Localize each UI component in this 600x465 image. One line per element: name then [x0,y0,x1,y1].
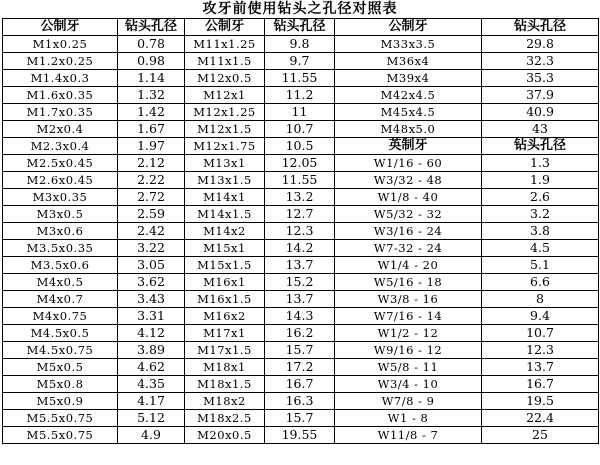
table-row [3,257,599,274]
cell-drill-diameter: 4.17 [118,393,185,410]
cell-thread-size: M12x1 [185,87,265,104]
cell-drill-diameter: 10.7 [265,121,335,138]
cell-thread-size: W11/8 - 7 [335,427,482,444]
cell-drill-diameter: 5.12 [118,410,185,427]
cell-drill-diameter: 13.7 [265,291,335,308]
cell-drill-diameter: 1.97 [118,138,185,155]
table-row [3,36,599,53]
drill-size-table [2,18,599,444]
cell-thread-size: M12x0.5 [185,70,265,87]
table-row [3,155,599,172]
cell-thread-size: M20x0.5 [185,427,265,444]
table-row [3,70,599,87]
cell-thread-size: M45x4.5 [335,104,482,121]
table-row [3,172,599,189]
cell-thread-size: M12x1.75 [185,138,265,155]
cell-thread-size: M36x4 [335,53,482,70]
table-row [3,87,599,104]
cell-thread-size: M4.5x0.75 [3,342,118,359]
cell-drill-diameter: 11 [265,104,335,121]
cell-thread-size: M13x1.5 [185,172,265,189]
cell-thread-size: M17x1.5 [185,342,265,359]
cell-thread-size: M5x0.8 [3,376,118,393]
cell-thread-size: W7-32 - 24 [335,240,482,257]
cell-thread-size: M12x1.5 [185,121,265,138]
table-row [3,376,599,393]
cell-drill-diameter: 3.05 [118,257,185,274]
cell-drill-diameter: 0.78 [118,36,185,53]
table-row [3,410,599,427]
header-metric-2: 公制牙 [185,19,265,36]
cell-drill-diameter: 8 [482,291,599,308]
table-row [3,138,599,155]
cell-drill-diameter: 4.62 [118,359,185,376]
cell-drill-diameter: 1.9 [482,172,599,189]
cell-drill-diameter: 12.3 [482,342,599,359]
cell-thread-size: M14x1 [185,189,265,206]
cell-drill-diameter: 2.22 [118,172,185,189]
table-body [3,19,599,444]
cell-thread-size: M18x1.5 [185,376,265,393]
cell-drill-diameter: 3.89 [118,342,185,359]
cell-thread-size: W3/16 - 24 [335,223,482,240]
cell-drill-diameter: 4.5 [482,240,599,257]
cell-thread-size: M17x1 [185,325,265,342]
cell-drill-diameter: 25 [482,427,599,444]
cell-thread-size: M18x1 [185,359,265,376]
cell-thread-size: W1/16 - 60 [335,155,482,172]
table-row [3,308,599,325]
cell-thread-size: M14x2 [185,223,265,240]
cell-thread-size: M5x0.5 [3,359,118,376]
cell-drill-diameter: 2.42 [118,223,185,240]
cell-thread-size: M16x2 [185,308,265,325]
cell-drill-diameter: 9.4 [482,308,599,325]
cell-drill-diameter: 2.6 [482,189,599,206]
cell-drill-diameter: 32.3 [482,53,599,70]
cell-drill-diameter: 22.4 [482,410,599,427]
cell-drill-diameter: 35.3 [482,70,599,87]
cell-drill-diameter: 1.3 [482,155,599,172]
cell-drill-diameter: 9.7 [265,53,335,70]
cell-thread-size: W1/4 - 20 [335,257,482,274]
cell-thread-size: M1x0.25 [3,36,118,53]
cell-drill-diameter: 13.2 [265,189,335,206]
header-metric-3: 公制牙 [335,19,482,36]
cell-thread-size: M2x0.4 [3,121,118,138]
cell-drill-diameter: 0.98 [118,53,185,70]
cell-drill-diameter: 10.7 [482,325,599,342]
cell-thread-size: M1.2x0.25 [3,53,118,70]
cell-drill-diameter: 17.2 [265,359,335,376]
cell-thread-size: M2.6x0.45 [3,172,118,189]
cell-thread-size: M4x0.75 [3,308,118,325]
cell-drill-diameter: 1.67 [118,121,185,138]
cell-drill-diameter: 43 [482,121,599,138]
cell-thread-size: W9/16 - 12 [335,342,482,359]
cell-thread-size: W3/8 - 16 [335,291,482,308]
table-row [3,240,599,257]
cell-thread-size: M2.3x0.4 [3,138,118,155]
cell-thread-size: M15x1 [185,240,265,257]
cell-thread-size: M3x0.35 [3,189,118,206]
cell-thread-size: M3.5x0.35 [3,240,118,257]
table-row [3,53,599,70]
cell-drill-diameter: 6.6 [482,274,599,291]
cell-drill-diameter: 9.8 [265,36,335,53]
cell-drill-diameter: 16.2 [265,325,335,342]
cell-thread-size: M5.5x0.75 [3,410,118,427]
cell-thread-size: M4x0.5 [3,274,118,291]
cell-drill-diameter: 40.9 [482,104,599,121]
cell-drill-diameter: 13.7 [482,359,599,376]
cell-thread-size: M39x4 [335,70,482,87]
cell-thread-size: M33x3.5 [335,36,482,53]
cell-thread-size: M1.4x0.3 [3,70,118,87]
table-row [3,359,599,376]
cell-drill-diameter: 16.7 [265,376,335,393]
cell-drill-diameter: 2.72 [118,189,185,206]
cell-thread-size: W1/8 - 40 [335,189,482,206]
cell-drill-diameter: 16.3 [265,393,335,410]
cell-drill-diameter: 3.2 [482,206,599,223]
cell-drill-diameter: 3.8 [482,223,599,240]
table-row [3,325,599,342]
table-title: 攻牙前使用钻头之孔径对照表 [202,1,398,17]
cell-thread-size: M18x2 [185,393,265,410]
cell-drill-diameter: 14.2 [265,240,335,257]
cell-drill-diameter: 13.7 [265,257,335,274]
header-drill-3: 钻头孔径 [482,19,599,36]
cell-drill-diameter: 12.7 [265,206,335,223]
cell-thread-size: M11x1.5 [185,53,265,70]
cell-thread-size: M1.6x0.35 [3,87,118,104]
cell-thread-size: M15x1.5 [185,257,265,274]
cell-thread-size: M42x4.5 [335,87,482,104]
table-row [3,291,599,308]
table-row [3,223,599,240]
header-drill-imperial: 钻头孔径 [482,138,599,155]
header-drill-2: 钻头孔径 [265,19,335,36]
cell-drill-diameter: 1.32 [118,87,185,104]
cell-thread-size: W1/2 - 12 [335,325,482,342]
header-row [3,19,599,36]
cell-thread-size: M16x1.5 [185,291,265,308]
cell-thread-size: W5/8 - 11 [335,359,482,376]
cell-drill-diameter: 12.05 [265,155,335,172]
cell-thread-size: M13x1 [185,155,265,172]
cell-drill-diameter: 3.31 [118,308,185,325]
cell-drill-diameter: 4.35 [118,376,185,393]
header-metric-1: 公制牙 [3,19,118,36]
header-drill-1: 钻头孔径 [118,19,185,36]
cell-thread-size: M14x1.5 [185,206,265,223]
cell-drill-diameter: 3.22 [118,240,185,257]
table-row [3,342,599,359]
cell-thread-size: M4x0.7 [3,291,118,308]
table-row [3,189,599,206]
cell-drill-diameter: 19.5 [482,393,599,410]
cell-drill-diameter: 37.9 [482,87,599,104]
cell-drill-diameter: 5.1 [482,257,599,274]
table-row [3,274,599,291]
cell-drill-diameter: 3.43 [118,291,185,308]
cell-drill-diameter: 2.12 [118,155,185,172]
cell-drill-diameter: 15.2 [265,274,335,291]
cell-thread-size: M16x1 [185,274,265,291]
cell-thread-size: M12x1.25 [185,104,265,121]
table-row [3,104,599,121]
cell-thread-size: M1.7x0.35 [3,104,118,121]
table-row [3,427,599,444]
cell-thread-size: W3/4 - 10 [335,376,482,393]
cell-drill-diameter: 11.55 [265,70,335,87]
cell-thread-size: M2.5x0.45 [3,155,118,172]
cell-thread-size: M3.5x0.6 [3,257,118,274]
table-row [3,121,599,138]
cell-thread-size: M18x2.5 [185,410,265,427]
cell-thread-size: W3/32 - 48 [335,172,482,189]
cell-thread-size: W5/16 - 18 [335,274,482,291]
cell-drill-diameter: 15.7 [265,342,335,359]
cell-drill-diameter: 12.3 [265,223,335,240]
cell-drill-diameter: 11.55 [265,172,335,189]
cell-drill-diameter: 1.14 [118,70,185,87]
cell-drill-diameter: 3.62 [118,274,185,291]
table-row [3,393,599,410]
cell-thread-size: W1 - 8 [335,410,482,427]
cell-drill-diameter: 4.12 [118,325,185,342]
table-row [3,206,599,223]
header-imperial: 英制牙 [335,138,482,155]
cell-drill-diameter: 15.7 [265,410,335,427]
cell-drill-diameter: 11.2 [265,87,335,104]
cell-drill-diameter: 10.5 [265,138,335,155]
cell-drill-diameter: 19.55 [265,427,335,444]
cell-thread-size: M3x0.5 [3,206,118,223]
cell-drill-diameter: 29.8 [482,36,599,53]
cell-thread-size: M3x0.6 [3,223,118,240]
cell-thread-size: W7/16 - 14 [335,308,482,325]
cell-thread-size: W5/32 - 32 [335,206,482,223]
cell-thread-size: M5.5x0.75 [3,427,118,444]
cell-drill-diameter: 1.42 [118,104,185,121]
cell-thread-size: M48x5.0 [335,121,482,138]
cell-drill-diameter: 2.59 [118,206,185,223]
cell-thread-size: M5x0.9 [3,393,118,410]
cell-thread-size: M4.5x0.5 [3,325,118,342]
cell-drill-diameter: 4.9 [118,427,185,444]
cell-drill-diameter: 16.7 [482,376,599,393]
cell-thread-size: M11x1.25 [185,36,265,53]
cell-thread-size: W7/8 - 9 [335,393,482,410]
cell-drill-diameter: 14.3 [265,308,335,325]
